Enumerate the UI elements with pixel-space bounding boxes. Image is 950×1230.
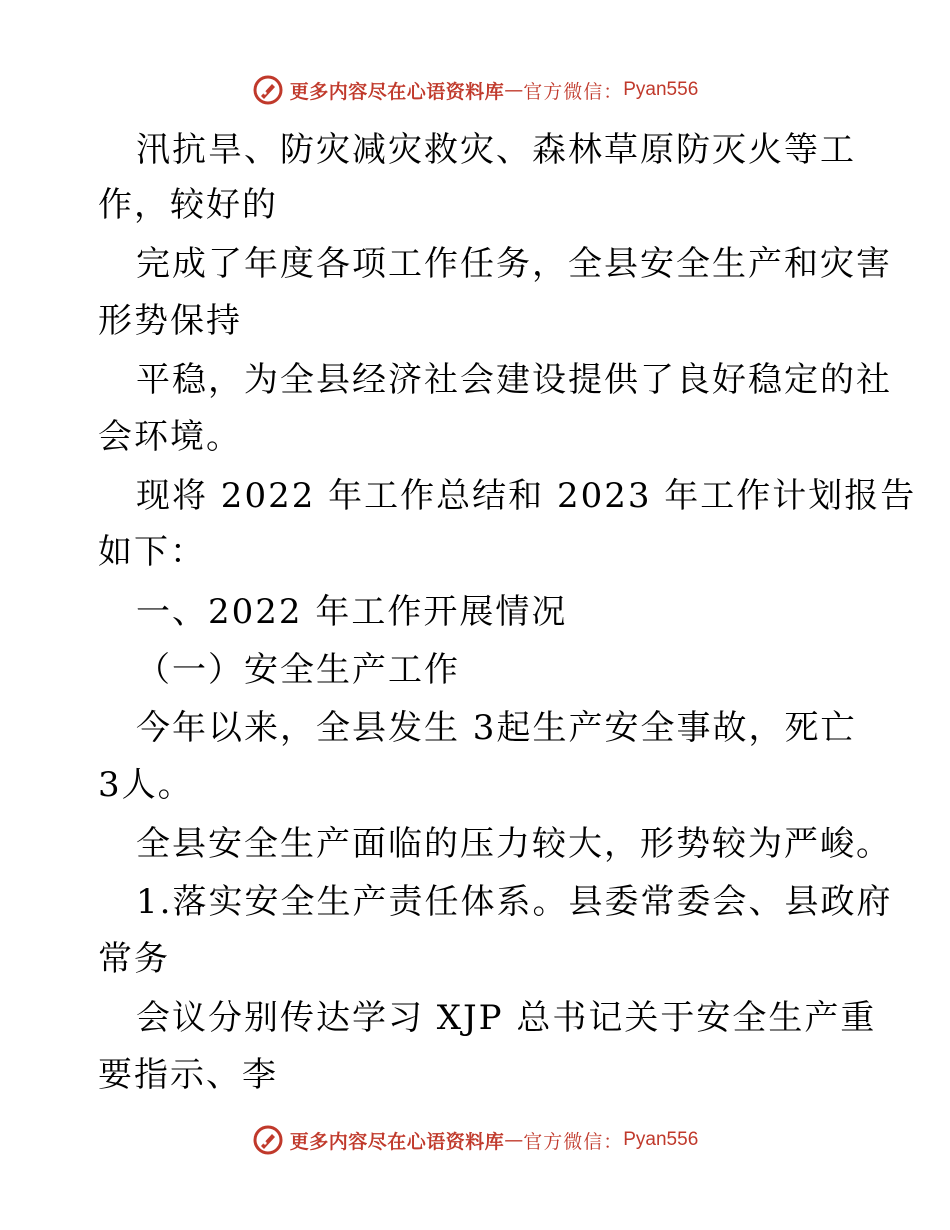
body-line: 会议分别传达学习 XJP 总书记关于安全生产重	[136, 998, 877, 1038]
body-line: 常务	[98, 939, 170, 979]
watermark-contact-label: 官方微信：	[523, 80, 624, 103]
body-line: 全县安全生产面临的压力较大，形势较为严峻。	[136, 824, 892, 864]
watermark-contact-id: Pyan556	[623, 1129, 699, 1150]
watermark-contact-id: Pyan556	[623, 79, 699, 100]
section-heading: 一、2022 年工作开展情况	[136, 592, 568, 632]
body-line: 要指示、李	[98, 1055, 278, 1095]
header-watermark	[0, 70, 950, 110]
body-line: 会环境。	[98, 417, 242, 457]
body-line: 今年以来，全县发生 3起生产安全事故，死亡	[136, 708, 857, 748]
body-line: 3人。	[98, 765, 194, 805]
watermark-site-text: 更多内容尽在心语资料库	[289, 80, 505, 103]
watermark-dash: —	[504, 1129, 524, 1151]
body-line: 形势保持	[98, 301, 242, 341]
body-line: 完成了年度各项工作任务，全县安全生产和灾害	[136, 244, 892, 284]
body-line: 平稳，为全县经济社会建设提供了良好稳定的社	[136, 360, 892, 400]
body-line: 作，较好的	[98, 185, 278, 225]
body-line: 现将 2022 年工作总结和 2023 年工作计划报告	[136, 476, 917, 516]
watermark-site-text: 更多内容尽在心语资料库	[289, 1130, 505, 1153]
pen-nib-circle-icon	[252, 74, 284, 106]
body-line: 汛抗旱、防灾减灾救灾、森林草原防灭火等工	[136, 130, 856, 170]
subsection-heading: （一）安全生产工作	[136, 650, 460, 690]
watermark-dash: —	[504, 79, 524, 101]
pen-nib-circle-icon	[252, 1124, 284, 1156]
body-line: 1.落实安全生产责任体系。县委常委会、县政府	[136, 882, 893, 922]
footer-watermark	[0, 1120, 950, 1160]
watermark-contact-label: 官方微信：	[523, 1130, 624, 1153]
body-line: 如下：	[98, 532, 206, 572]
